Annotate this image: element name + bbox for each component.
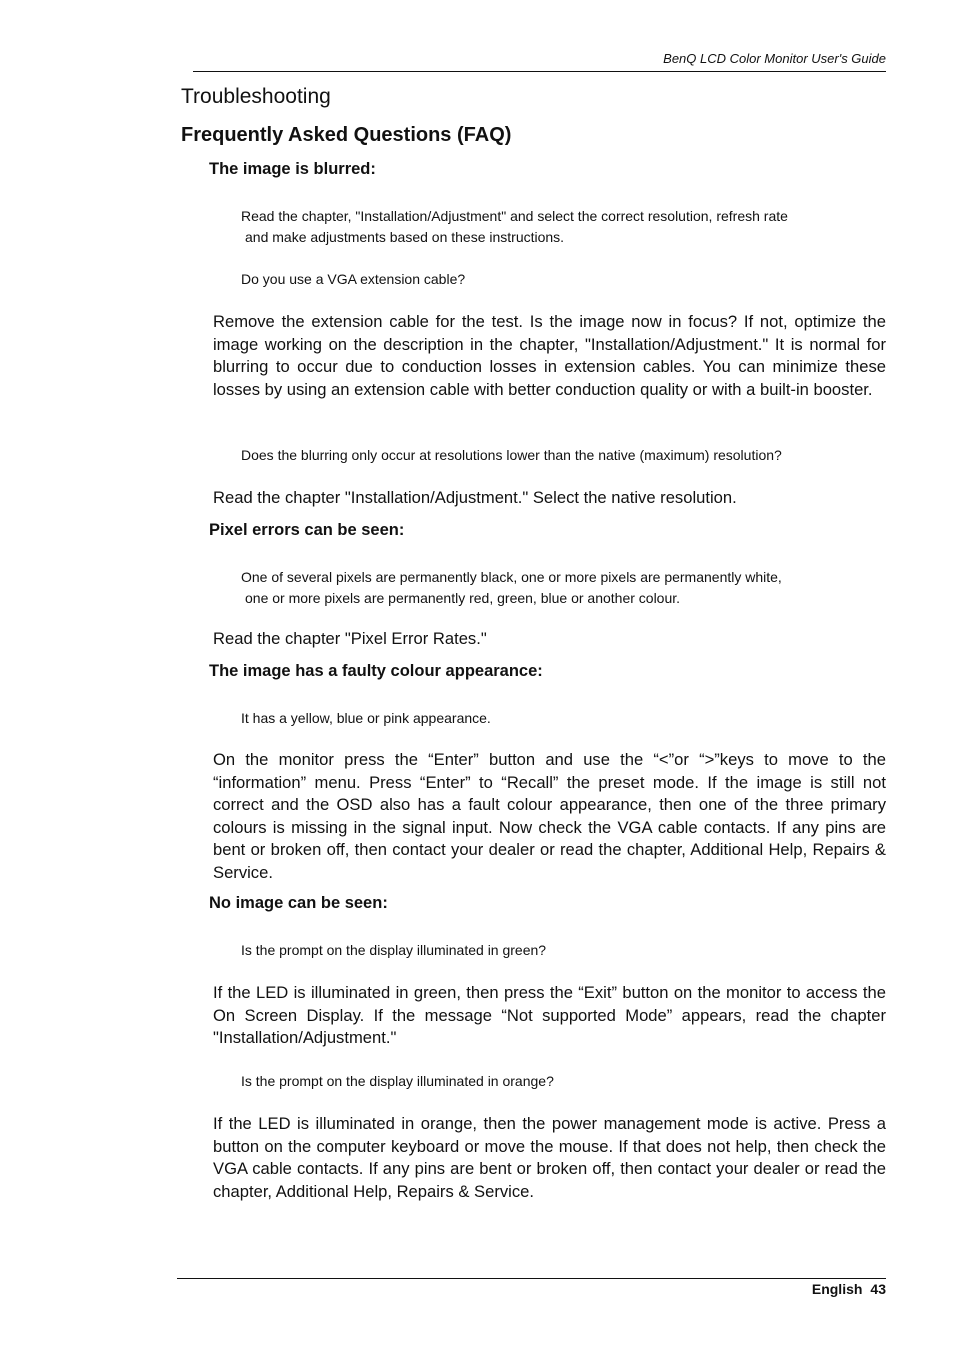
footer-rule bbox=[177, 1278, 886, 1279]
note-pixel-errors bbox=[241, 567, 891, 609]
paragraph-colour-fix: On the monitor press the “Enter” button and use the “<”or “>”keys to move to the “information” menu. Press “Enter” to “Recall” the preset mode. If the image is still not correct and the OSD also has a fault colour appearance, then one of the three primary colours is missing in the signal input. Now check the VGA cable contacts. If any pins are bent or broken off, then contact your dealer or read the chapter, Additional Help, Repairs & Service. bbox=[213, 750, 886, 882]
paragraph-pixel-error-rates: Read the chapter "Pixel Error Rates." bbox=[213, 629, 487, 648]
question-heading-pixel-errors: Pixel errors can be seen: bbox=[209, 521, 405, 539]
note-led-green: Is the prompt on the display illuminated in green? bbox=[241, 942, 547, 958]
paragraph-led-orange: If the LED is illuminated in orange, then the power management mode is active. Press a button on the computer keyboard or move the mouse. If that does not help, then check the VGA cable contacts. If any pins are bent or broken off, then contact your dealer or read the chapter, Additional Help, Repairs & Service. bbox=[213, 1114, 886, 1201]
question-heading-faulty-colour: The image has a faulty colour appearance: bbox=[209, 662, 543, 680]
note-line: one or more pixels are permanently red, green, blue or another colour. bbox=[245, 590, 681, 606]
question-heading-blurred: The image is blurred: bbox=[209, 160, 376, 178]
faq-title: Frequently Asked Questions (FAQ) bbox=[181, 124, 512, 146]
note-colour-appearance: It has a yellow, blue or pink appearance. bbox=[241, 710, 491, 726]
note-installation-adjustment bbox=[241, 206, 891, 248]
page-number: 43 bbox=[870, 1281, 886, 1297]
footer-language: English bbox=[811, 1281, 863, 1297]
section-title: Troubleshooting bbox=[181, 85, 331, 108]
note-line: Read the chapter, "Installation/Adjustment" and select the correct resolution, refresh rate bbox=[241, 208, 788, 224]
paragraph-led-green: If the LED is illuminated in green, then press the “Exit” button on the monitor to access the On Screen Display. If the message “Not supported Mode” appears, read the chapter "Installation/Adjustment." bbox=[213, 983, 886, 1047]
paragraph-extension-cable: Remove the extension cable for the test. Is the image now in focus? If not, optimize the image working on the description in the chapter, "Installation/Adjustment." It is normal for blurring to occur due to conduction losses in extension cables. You can minimize these losses by using an extension cable with better conduction quality or with a built-in booster. bbox=[213, 312, 886, 399]
note-led-orange: Is the prompt on the display illuminated in orange? bbox=[241, 1073, 554, 1089]
running-header: BenQ LCD Color Monitor User's Guide bbox=[663, 51, 886, 66]
note-line: and make adjustments based on these instructions. bbox=[245, 229, 565, 245]
header-rule bbox=[193, 71, 886, 72]
question-heading-no-image: No image can be seen: bbox=[209, 894, 388, 912]
page-footer bbox=[812, 1281, 886, 1297]
paragraph-native-resolution: Read the chapter "Installation/Adjustment." Select the native resolution. bbox=[213, 488, 737, 507]
note-line: One of several pixels are permanently black, one or more pixels are permanently white, bbox=[241, 569, 782, 585]
note-vga-extension: Do you use a VGA extension cable? bbox=[241, 271, 466, 287]
note-native-resolution: Does the blurring only occur at resolutions lower than the native (maximum) resolution? bbox=[241, 447, 782, 463]
